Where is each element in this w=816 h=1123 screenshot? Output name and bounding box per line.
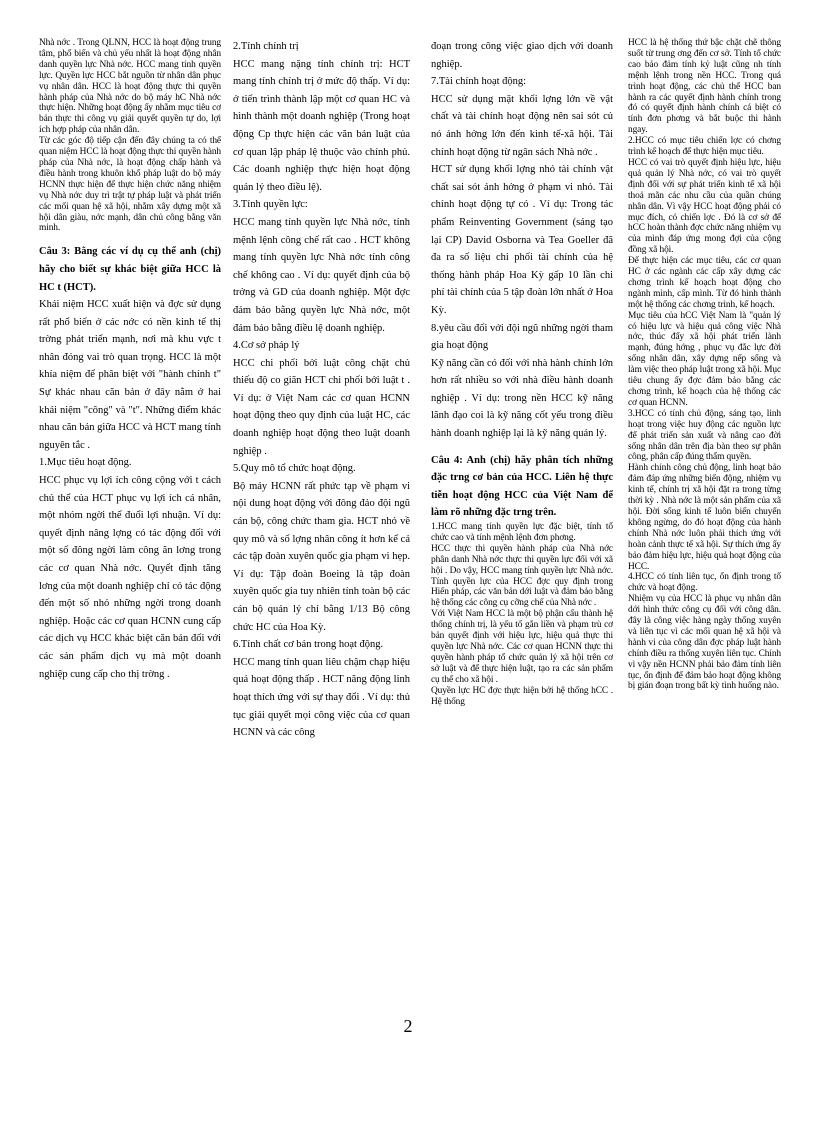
- paragraph: Để thực hiện các mục tiêu, các cơ quan HC ở các ngành các cấp xây dựng các chơng trình kế hoạch hoạt động cho ngành mình, cấp mình. Từ đó hình thành một hệ thống các chơng trình, kế hoạch.: [628, 256, 781, 310]
- paragraph: 1.HCC mang tính quyền lực đặc biệt, tính tổ chức cao và tính mệnh lệnh đơn phơng.: [431, 522, 613, 543]
- paragraph: 2.Tính chính trị: [233, 41, 299, 52]
- paragraph: HCC có vai trò quyết định hiệu lực, hiệu quả quản lý Nhà nớc, có vai trò quyết định đối với sự phát triển kinh tế xã hội thoả mãn các nhu cầu của quần chúng nhân dân. Vì vậy HCC hoạt động phải có mục đích, có chiến lợc . Đó là cơ sở để hCC hoàn thành đợc chức năng nhiệm vụ của mình đáp ứng mong đợi của cộng đồng xã hội.: [628, 157, 781, 256]
- paragraph: Quyền lực HC đợc thực hiện bởi hệ thống hCC . Hệ thống: [431, 685, 613, 707]
- paragraph: Bộ máy HCNN rất phức tạp về phạm vi nội dung hoạt động với đông đảo đội ngũ cán bộ, công chức tham gia. HCT nhỏ về quy mô và số lợng nhân công ít hơn kể cả các tập đoàn xuyên quốc gia phạm vi hẹp. Ví dụ: Tập đoàn Boeing là tập đoàn xuyên quốc gia tuy nhiên tính toàn bộ các cán bộ quản lý chỉ bằng 1/13 Bộ công chức HC của Hoa Kỳ.: [233, 480, 410, 633]
- paragraph: HCC chi phối bởi luật công chặt chủ thiếu độ co giãn HCT chi phối bởi luật t . Ví dụ: ở Việt Nam các cơ quan HCNN hoạt động theo quy định của luật HC, các doanh nghiệp hoạt động theo luật doanh nghiệp .: [233, 357, 410, 457]
- paragraph: 2.HCC có mục tiêu chiến lợc có chơng trình kế hoạch để thực hiện mục tiêu.: [628, 136, 781, 158]
- paragraph: HCC mang nặng tính chính trị: HCT mang tính chính trị ở mức độ thấp. Ví dụ: ở tiến trình thành lập một cơ quan HC và hình thành một doanh nghiệp (Trong hoạt động Cp thực hiện các văn bản luật của cơ quan lập pháp lệ thuộc vào chính phủ. Các doanh nghiệp thực hiện hoạt động quản lý theo điều lệ).: [233, 58, 410, 193]
- section-heading: Câu 3: Bằng các ví dụ cụ thể anh (chị) hãy cho biết sự khác biệt giữa HCC là HC t (HCT).: [39, 246, 221, 293]
- paragraph: 5.Quy mô tổ chức hoạt động.: [233, 463, 356, 475]
- paragraph: Khái niệm HCC xuất hiện và đợc sử dụng rất phổ biến ở các nớc có nền kinh tế thị trờng phát triển mạnh, nơi mà khu vực t nhân đóng vai trò quan trọng. HCC là một khía niệm để phân biệt với "hành chính t" Sự khác nhau căn bản ở đây nằm ở hai khái niệm "công" và "t". Những điểm khác nhau căn bản giữa HCC và HCT mang tính nguyên tắc .: [39, 299, 221, 451]
- paragraph: Với Việt Nam HCC là một bộ phận cấu thành hệ thống chính trị, là yếu tố gắn liền và phạm trù cơ bản quyết định với hiệu lực, hiệu quả thực thi quyền lực Nhà nớc. Các cơ quan HCNN thực thi quyền hành pháp tổ chức quản lý xã hội trên cơ sở luật và để thực hiện luật, tạo ra các sản phẩm cụ thể cho xã hội .: [431, 609, 613, 685]
- paragraph: Hành chính công chủ động, linh hoạt bảo đảm đáp ứng những biến động, nhiệm vụ kinh tế, chính trị xã hội đặt ra trong từng thời kỳ . Nhà nớc là một sản phẩm của xã hội. Đời sống kinh tế luôn biến chuyển không ngừng, do đó hoạt động của hành chính Nhà nớc luôn phải thích ứng với hoàn cảnh thực tế xã hội. Sự thích ứng ấy bảo đảm hiệu lực, hiệu quả hoạt động của HCC.: [628, 463, 781, 572]
- paragraph: 1.Mục tiêu hoạt động.: [39, 457, 132, 469]
- paragraph: HCC là hệ thống thứ bậc chặt chẽ thông suốt từ trung ơng đến cơ sở. Tính tổ chức cao bảo đảm tính kỷ luật cũng nh tính mệnh lệnh trong nền HCC. Trong quá trình hoạt động, các chủ thể HCC ban hành ra các quyết định hành chính trong đó có quyết định hành chính cá biệt có tính đơn phơng và bắt buộc thi hành ngay.: [628, 38, 781, 136]
- paragraph: HCT sử dụng khối lợng nhỏ tài chính vật chất sai sót ảnh hởng ở phạm vi nhỏ. Tài chính hoạt động tự có . Ví dụ: Trong tác phẩm Reinventing Government (sáng tạo lại CP) David Osborna và Tea Goeller đã đa ra số liệu chi phối tài chính của hệ thống hành pháp Hoa Kỳ gấp 10 lần chi phí tài chính của 5 tập đoàn lớn nhất ở Hoa Kỳ.: [431, 164, 613, 316]
- page-number: 2: [403, 1016, 413, 1036]
- paragraph: HCC mang tính quan liêu chậm chạp hiệu quả hoạt động thấp . HCT năng động linh hoạt thích ứng với sự thay đổi . Ví dụ: thủ tục giải quyết mọi công việc của cơ quan HCNN và các công: [233, 656, 410, 739]
- paragraph: HCC mang tính quyền lực Nhà nớc, tính mệnh lệnh công chế rất cao . HCT không mang tính quyền lực Nhà nớc tính công chế không cao . Ví dụ: quyết định của bộ trởng và GD của doanh nghiệp. Một đợc đảm bảo bằng quyền lực Nhà nớc, một đảm bảo bằng điều lệ doanh nghiệp.: [233, 216, 410, 334]
- paragraph-spacer: [431, 443, 613, 452]
- text-column-1: [39, 38, 221, 683]
- text-column-3: [431, 38, 613, 707]
- paragraph: 8.yêu cầu đối với đội ngũ những ngời tham gia hoạt động: [431, 322, 613, 352]
- paragraph: đoạn trong công việc giao dịch với doanh nghiệp.: [431, 41, 613, 70]
- paragraph: HCC sử dụng mặt khối lợng lớn về vật chất và tài chính hoạt động nên sai sót củ nó ảnh hởng lớn đến kinh tế-xã hội. Tài chính hoạt động từ ngân sách Nhà nớc .: [431, 93, 613, 158]
- paragraph: Nhà nớc . Trong QLNN, HCC là hoạt động trung tâm, phổ biến và chủ yếu nhất là hoạt động nhân danh quyền lực Nhà nớc. HCC mang tính quyền lực. Quyền lực HCC bắt nguồn từ nhân dân phục vụ nhân dân. HCC là hoạt động thực thi quyền hành pháp của Nhà nớc do bộ máy hC Nhà nớc thực hiện. Những hoạt động ấy nhằm mục tiêu cơ bản thực thi công vụ giải quyết quyền tự do, lợi ích hợp pháp của nhân dân.: [39, 38, 221, 136]
- text-column-4: [628, 38, 781, 692]
- text-column-2: [233, 38, 410, 742]
- paragraph: Mục tiêu của hCC Việt Nam là "quản lý có hiệu lực và hiệu quả công việc Nhà nớc, thúc đẩy xã hội phát triển lành mạnh, đúng hớng , phục vụ đắc lực đời sống nhân dân, xây dựng nếp sống và làm việc theo pháp luật trong xã hội. Mục tiêu chung ấy đợc đảm bảo bằng các chơng trình, kế hoạch của hệ thống các cơ quan HCNN.: [628, 310, 781, 408]
- paragraph: 6.Tính chất cơ bản trong hoạt động.: [233, 639, 384, 651]
- paragraph: Kỹ năng cần có đối với nhà hành chính lớn hơn rất nhiều so với nhà điều hành doanh nghiệp . Ví dụ: trong nền HCC kỹ năng lãnh đạo coi là kỹ năng cốt yếu trong điều hành doanh nghiệp lại là kỹ năng quản lý.: [431, 357, 613, 440]
- paragraph-spacer: [39, 234, 221, 243]
- paragraph: HCC thực thi quyền hành pháp của Nhà nớc phân danh Nhà nớc thực thi quyền lực đối với xã hội . Do vậy, HCC mang tính quyền lực Nhà nớc. Tính quyền lực của HCC đợc quy định trong Hiến pháp, các văn bản dới luật và đảm bảo bằng hệ thống các công cụ cỡng chế của Nhà nớc .: [431, 543, 613, 609]
- paragraph: HCC phục vụ lợi ích công cộng với t cách chủ thể của HCT phục vụ lợi ích cá nhân, một nhóm ngời thể đuổi lợi nhuận. Ví dụ: quyết định nâng lợng có tác động đối với một số đông ngời làm công ăn lơng trong các cơ quan Nhà nớc. Quyết định tăng lơng của một doanh nghiệp chỉ có tác động đến một số nhỏ những ngời trong doanh nghiệp. Hoặc các cơ quan HCNN cung cấp các dịch vụ HCC khác biệt căn bản đối với các sản phẩm dịch vụ mà một doanh nghiệp cung cấp cho thị trờng .: [39, 475, 221, 680]
- section-heading: Câu 4: Anh (chị) hãy phân tích những đặc trng cơ bản của HCC. Liên hệ thực tiễn hoạt động HCC của Việt Nam để làm rõ những đặc trng trên.: [431, 454, 613, 519]
- paragraph: 4.Cơ sở pháp lý: [233, 340, 300, 352]
- paragraph: 3.HCC có tính chủ động, sáng tạo, linh hoạt trong việc huy động các nguồn lực để phát triển sản xuất và nâng cao đời sống nhân dân trên địa bàn theo sự phân công, phân cấp đúng thẩm quyền.: [628, 408, 781, 463]
- paragraph: Nhiệm vụ của HCC là phục vụ nhân dân dới hình thức công cụ đối với công dân. đây là công việc hàng ngày thống xuyên và liên tục vì các mối quan hệ xã hội và hành vi của công dân đợc pháp luật hành chính điều ra thống xuyên liên tục. Chính vì vậy nền HCNN phải bảo đảm tính liên tục, ổn định để đảm bảo hoạt động không bị gián đoạn trong bất kỳ tình huống nào.: [628, 594, 781, 692]
- paragraph: Từ các góc độ tiếp cận đến đây chúng ta có thể quan niệm HCC là hoạt động thực thi quyền hành pháp của Nhà nớc, là hoạt động chấp hành và điều hành trong khuôn khổ pháp luật do bộ máy HCNN thực hiện để thực hiện chức năng nhiệm vụ Nhà nớc duy trì trật tự pháp luật và phát triển các mối quan hệ xã hội, nhằm xây dựng một xã hội dân giàu, nớc mạnh, dân chủ công bằng văn minh.: [39, 136, 221, 234]
- paragraph: 3.Tính quyền lực:: [233, 199, 308, 211]
- paragraph: 4.HCC có tính liên tục, ổn định trong tổ chức và hoạt động.: [628, 572, 781, 594]
- paragraph: 7.Tài chính hoạt động:: [431, 76, 527, 88]
